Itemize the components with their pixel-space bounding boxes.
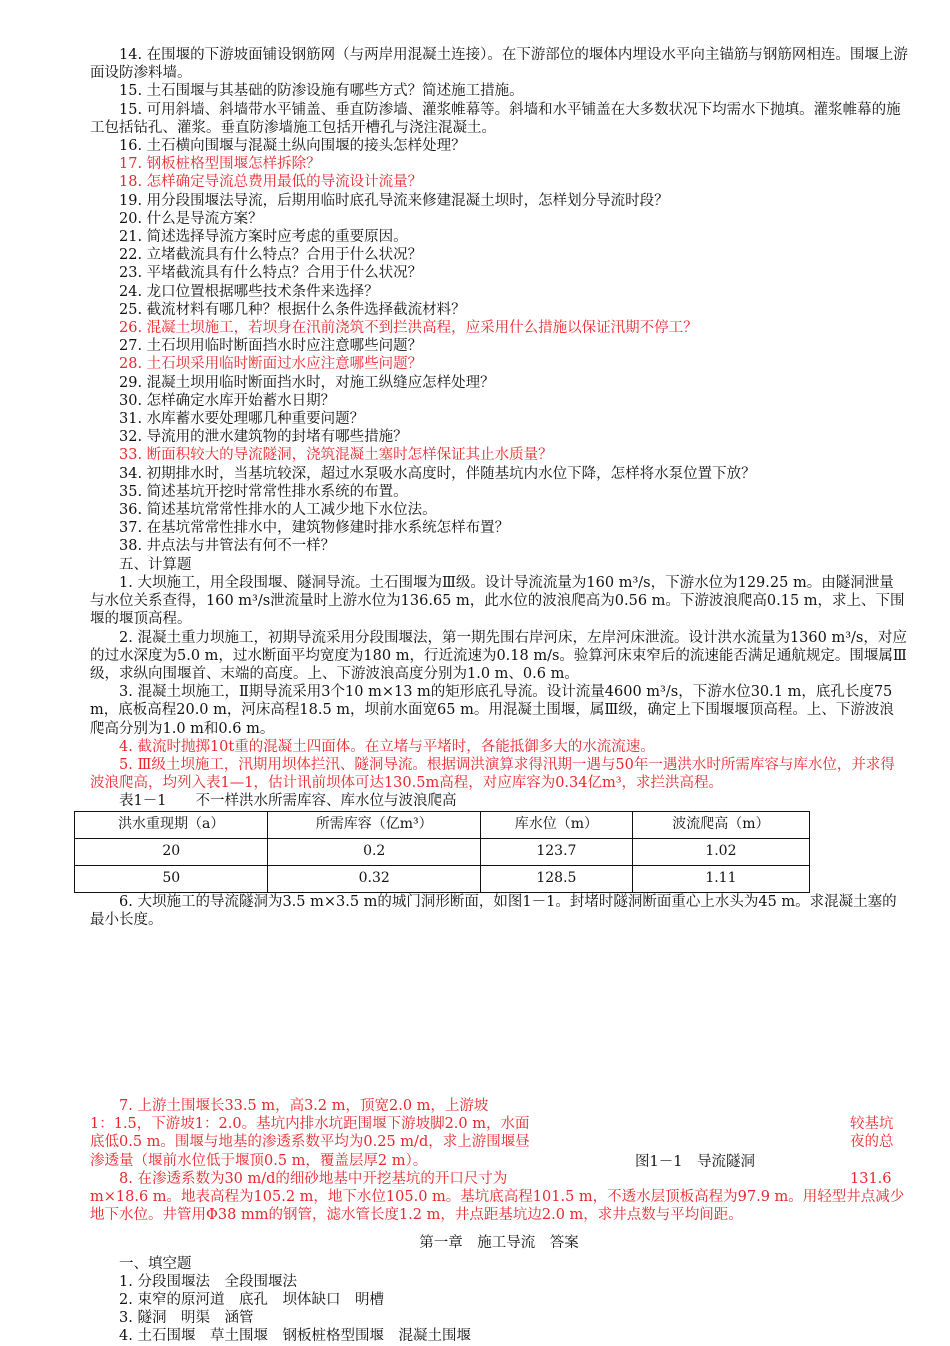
paragraph: 14. 在围堰的下游坡面铺设钢筋网（与两岸用混凝土连接）。在下游部位的堰体内埋设水平向主锚筋与钢筋网相连。围堰上游面设防渗料墙。 <box>90 47 908 82</box>
answer-line: 2. 束窄的原河道 底孔 坝体缺口 明槽 <box>119 1291 384 1308</box>
document-page <box>90 46 908 1346</box>
question-7-line: 底低0.5 m。围堰与地基的渗透系数平均为0.25 m/d，求上游围堰昼 <box>90 1134 530 1151</box>
question-7-right-fragment: 较基坑 <box>850 1115 894 1132</box>
paragraph-highlighted: 17. 钢板桩格型围堰怎样拆除？ <box>119 156 321 173</box>
paragraph-highlighted: 4. 截流时抛掷10t重的混凝土四面体。在立堵与平堵时，各能抵御多大的水流流速。 <box>119 738 655 755</box>
table-cell: 123.7 <box>480 838 632 865</box>
paragraph: 27. 土石坝用临时断面挡水时应注意哪些问题？ <box>119 338 423 355</box>
table-header-cell: 所需库容（亿m³） <box>268 811 480 838</box>
paragraph: 35. 简述基坑开挖时常常性排水系统的布置。 <box>119 483 408 500</box>
question-7-line: 渗透量（堰前水位低于堰顶0.5 m，覆盖层厚2 m）。 <box>90 1152 428 1169</box>
table-cell: 0.2 <box>268 838 480 865</box>
table-cell: 128.5 <box>480 865 632 892</box>
paragraph: 23. 平堵截流具有什么特点？合用于什么状况？ <box>119 265 423 282</box>
answer-line: 4. 土石围堰 草土围堰 钢板桩格型围堰 混凝土围堰 <box>119 1328 471 1345</box>
paragraph: 20. 什么是导流方案？ <box>119 210 263 227</box>
answers-section <box>90 1255 908 1346</box>
chapter-title: 第一章 施工导流 答案 <box>419 1235 579 1252</box>
figure-caption: 图1－1 导流隧洞 <box>635 1153 755 1170</box>
table-header-cell: 洪水重现期（a） <box>75 811 268 838</box>
paragraph: 19. 用分段围堰法导流，后期用临时底孔导流来修建混凝土坝时，怎样划分导流时段？ <box>119 192 669 209</box>
question-7-line: 1：1.5，下游坡1：2.0。基坑内排水坑距围堰下游坡脚2.0 m，水面 <box>90 1116 530 1133</box>
paragraph-highlighted: 5. Ⅲ级土坝施工，汛期用坝体拦汛、隧洞导流。根据调洪演算求得汛期一遇与50年一遇洪水时所需库容与库水位，并求得波浪爬高，均列入表1—1，估计讯前坝体可达130.5m高程，对应库容为0.34亿m³，求拦洪高程。 <box>90 756 895 792</box>
paragraph: 36. 简述基坑常常性排水的人工减少地下水位法。 <box>119 502 437 519</box>
figure-space <box>90 929 908 1097</box>
paragraph: 34. 初期排水时，当基坑较深，超过水泵吸水高度时，伴随基坑内水位下降，怎样将水泵位置下放？ <box>119 465 756 482</box>
table-cell: 20 <box>75 838 268 865</box>
paragraph: 22. 立堵截流具有什么特点？合用于什么状况？ <box>119 247 423 264</box>
questions-section <box>90 46 908 792</box>
paragraph: 38. 井点法与井管法有何不一样？ <box>119 538 336 555</box>
table-cell: 50 <box>75 865 268 892</box>
question-7-right-fragment: 夜的总 <box>850 1133 894 1150</box>
paragraph: 15. 土石围堰与其基础的防渗设施有哪些方式？简述施工措施。 <box>119 83 524 100</box>
table-row <box>75 865 810 892</box>
paragraph: 31. 水库蓄水要处理哪几种重要问题？ <box>119 411 365 428</box>
paragraph: 21. 简述选择导流方案时应考虑的重要原因。 <box>119 229 408 246</box>
table-cell: 1.02 <box>632 838 809 865</box>
question-8-block <box>90 1170 908 1225</box>
paragraph: 6. 大坝施工的导流隧洞为3.5 m×3.5 m的城门洞形断面，如图1－1。封堵时隧洞断面重心上水头为45 m。求混凝土塞的最小长度。 <box>90 893 897 928</box>
table-cell: 0.32 <box>268 865 480 892</box>
question-8-line: m×18.6 m。地表高程为105.2 m，地下水位105.0 m。基坑底高程101.5 m，不透水层顶板高程为97.9 m。用轻型井点减少地下水位。井管用Φ38 mm的钢管，滤水管长度1.2 m，井点距基坑边2.0 m，求井点数与平均间距。 <box>90 1188 905 1224</box>
paragraph: 37. 在基坑常常性排水中，建筑物修建时排水系统怎样布置？ <box>119 520 510 537</box>
question-8-line: 8. 在渗透系数为30 m/d的细砂地基中开挖基坑的开口尺寸为 <box>119 1170 508 1187</box>
paragraph: 30. 怎样确定水库开始蓄水日期？ <box>119 392 336 409</box>
paragraph-highlighted: 28. 土石坝采用临时断面过水应注意哪些问题？ <box>119 356 423 373</box>
paragraph: 1. 大坝施工，用全段围堰、隧洞导流。土石围堰为Ⅲ级。设计导流流量为160 m³/s，下游水位为129.25 m。由隧洞泄量与水位关系查得，160 m³/s泄流量时上游水位为136.65 m，此水位的波浪爬高为0.56 m。下游波浪爬高0.15 m，求上、下围堰的堰顶高程。 <box>90 574 905 628</box>
table-row <box>75 838 810 865</box>
question-7-block <box>90 1097 908 1170</box>
table-caption: 表1－1 不一样洪水所需库容、库水位与波浪爬高 <box>119 793 457 810</box>
paragraph: 2. 混凝土重力坝施工，初期导流采用分段围堰法，第一期先围右岸河床，左岸河床泄流。设计洪水流量为1360 m³/s，对应的过水深度为5.0 m，过水断面平均宽度为180 m，行近流速为0.18 m/s。验算河床束窄后的流速能否满足通航规定。围堰属Ⅲ级，求纵向围堰首、末端的高度。上、下游波浪高度分别为1.0 m、0.6 m。 <box>90 629 907 682</box>
paragraph: 25. 截流材料有哪几种？根据什么条件选择截流材料？ <box>119 301 466 318</box>
question-7-line: 7. 上游土围堰长33.5 m，高3.2 m，顶宽2.0 m，上游坡 <box>119 1097 489 1114</box>
paragraph: 24. 龙口位置根据哪些技术条件来选择？ <box>119 283 379 300</box>
paragraph-highlighted: 18. 怎样确定导流总费用最低的导流设计流量？ <box>119 174 423 191</box>
paragraph: 32. 导流用的泄水建筑物的封堵有哪些措施？ <box>119 429 408 446</box>
paragraph: 3. 混凝土坝施工，Ⅱ期导流采用3个10 m×13 m的矩形底孔导流。设计流量4600 m³/s，下游水位30.1 m，底孔长度75 m，底板高程20.0 m，河床高程18.5 m，坝前水面宽65 m。用混凝土围堰，属Ⅲ级，确定上下围堰堰顶高程。上、下游波浪爬高分别为1.0 m和0.6 m。 <box>90 684 894 737</box>
paragraph-highlighted: 26. 混凝土坝施工，若坝身在汛前浇筑不到拦洪高程，应采用什么措施以保证汛期不停工？ <box>119 320 698 337</box>
table-header-cell: 波流爬高（m） <box>632 811 809 838</box>
answer-line: 1. 分段围堰法 全段围堰法 <box>119 1273 297 1290</box>
paragraph: 15. 可用斜墙、斜墙带水平铺盖、垂直防渗墙、灌浆帷幕等。斜墙和水平铺盖在大多数状况下均需水下抛填。灌浆帷幕的施工包括钻孔、灌浆。垂直防渗墙施工包括开槽孔与浇注混凝土。 <box>90 101 901 136</box>
table-header-row <box>75 811 810 838</box>
answer-line: 3. 隧洞 明渠 涵管 <box>119 1310 254 1327</box>
paragraph: 29. 混凝土坝用临时断面挡水时，对施工纵缝应怎样处理？ <box>119 374 495 391</box>
question-8-right-fragment: 131.6 <box>850 1170 892 1187</box>
paragraph: 16. 土石横向围堰与混凝土纵向围堰的接头怎样处理？ <box>119 138 466 155</box>
table-cell: 1.11 <box>632 865 809 892</box>
paragraph-highlighted: 33. 断面积较大的导流隧洞，浇筑混凝土塞时怎样保证其止水质量？ <box>119 447 553 464</box>
data-table <box>74 811 810 893</box>
section-heading: 五、计算题 <box>119 556 192 573</box>
answer-line: 一、填空题 <box>119 1255 192 1272</box>
table-header-cell: 库水位（m） <box>480 811 632 838</box>
